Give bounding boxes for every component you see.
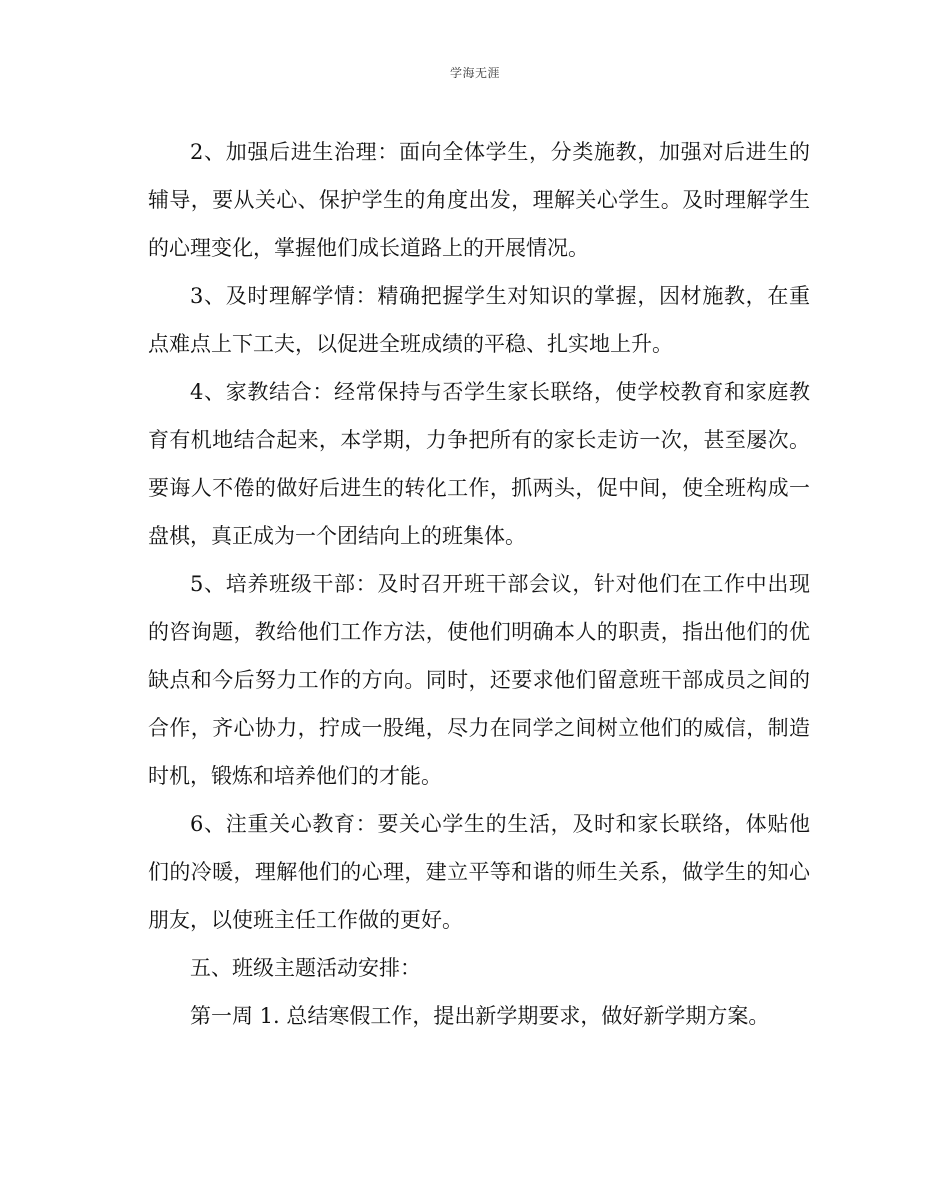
section-heading-activities: 五、班级主题活动安排： <box>190 956 421 980</box>
paragraph-item-3: 3、及时理解学情：精确把握学生对知识的掌握，因材施教，在重点难点上下工夫，以促进全班成绩的平稳、扎实地上升。 <box>148 284 810 356</box>
week-one-plan: 第一周 1. 总结寒假工作，提出新学期要求，做好新学期方案。 <box>190 1004 770 1028</box>
paragraph-item-5: 5、培养班级干部：及时召开班干部会议，针对他们在工作中出现的咨询题，教给他们工作方法，使他们明确本人的职责，指出他们的优缺点和今后努力工作的方向。同时，还要求他们留意班干部成员之间的合作，齐心协力，拧成一股绳，尽力在同学之间树立他们的威信，制造时机，锻炼和培养他们的才能。 <box>148 572 810 788</box>
paragraph-item-4: 4、家教结合：经常保持与否学生家长联络，使学校教育和家庭教育有机地结合起来，本学期，力争把所有的家长走访一次，甚至屡次。要诲人不倦的做好后进生的转化工作，抓两头，促中间，使全班构成一盘棋，真正成为一个团结向上的班集体。 <box>148 380 810 548</box>
paragraph-item-6: 6、注重关心教育：要关心学生的生活，及时和家长联络，体贴他们的冷暖，理解他们的心理，建立平等和谐的师生关系，做学生的知心朋友，以使班主任工作做的更好。 <box>148 812 810 932</box>
page-header: 学海无涯 <box>449 66 500 80</box>
paragraph-item-2: 2、加强后进生治理：面向全体学生，分类施教，加强对后进生的辅导，要从关心、保护学生的角度出发，理解关心学生。及时理解学生的心理变化，掌握他们成长道路上的开展情况。 <box>148 140 810 260</box>
document-body <box>148 128 810 1040</box>
